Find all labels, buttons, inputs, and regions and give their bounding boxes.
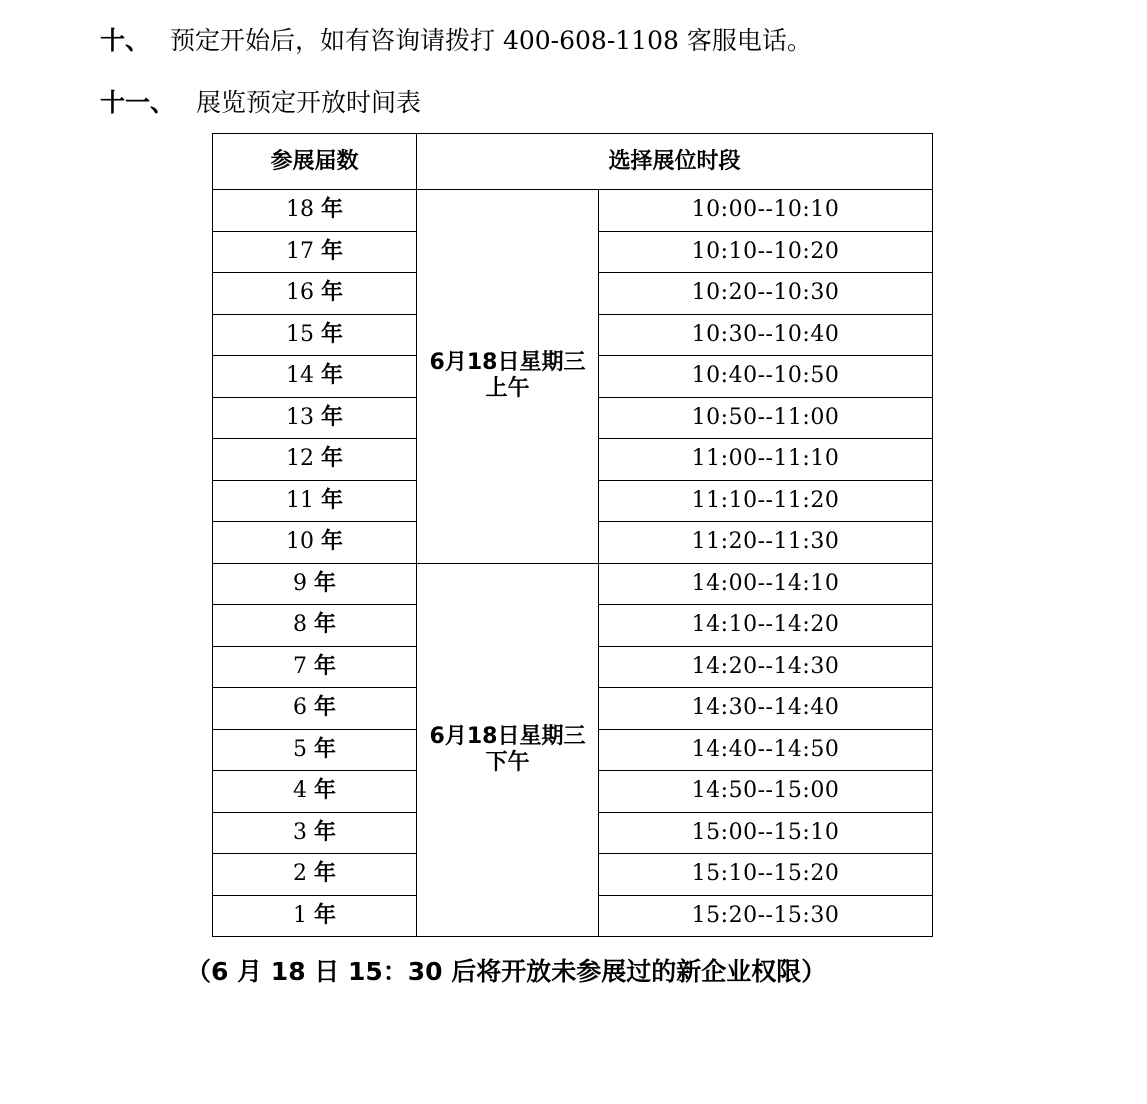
edition-year-suffix: 年 — [313, 612, 336, 638]
edition-number: 13 — [285, 404, 314, 430]
session-period: 上午 — [485, 376, 530, 402]
time-slot-cell: 15:20--15:30 — [599, 895, 933, 937]
edition-year-suffix: 年 — [313, 819, 336, 845]
edition-number: 18 — [285, 197, 314, 223]
section-ten-text: 预定开始后，如有咨询请拨打 400-608-1108 客服电话。 — [170, 26, 812, 55]
edition-cell — [213, 314, 417, 356]
edition-number: 15 — [285, 321, 314, 347]
edition-number: 5 — [292, 736, 307, 762]
time-slot-cell: 11:10--11:20 — [599, 480, 933, 522]
time-slot-cell: 14:40--14:50 — [599, 729, 933, 771]
edition-number: 11 — [285, 487, 314, 513]
edition-cell — [213, 771, 417, 813]
edition-year-suffix: 年 — [320, 446, 343, 472]
edition-year-suffix: 年 — [320, 529, 343, 555]
edition-cell — [213, 688, 417, 730]
section-eleven-text: 展览预定开放时间表 — [196, 88, 422, 117]
time-slot-cell: 10:40--10:50 — [599, 356, 933, 398]
header-slot: 选择展位时段 — [417, 134, 933, 190]
edition-year-suffix: 年 — [320, 280, 343, 306]
header-edition: 参展届数 — [213, 134, 417, 190]
time-slot-cell: 14:50--15:00 — [599, 771, 933, 813]
edition-cell — [213, 605, 417, 647]
edition-year-suffix: 年 — [320, 487, 343, 513]
edition-cell — [213, 480, 417, 522]
section-eleven — [100, 86, 421, 120]
edition-cell — [213, 812, 417, 854]
edition-year-suffix: 年 — [313, 778, 336, 804]
time-slot-cell: 15:10--15:20 — [599, 854, 933, 896]
edition-cell — [213, 273, 417, 315]
edition-year-suffix: 年 — [320, 197, 343, 223]
edition-number: 2 — [292, 861, 307, 887]
time-slot-cell: 11:20--11:30 — [599, 522, 933, 564]
edition-number: 12 — [285, 446, 314, 472]
time-slot-cell: 10:30--10:40 — [599, 314, 933, 356]
time-slot-cell: 14:00--14:10 — [599, 563, 933, 605]
edition-year-suffix: 年 — [313, 570, 336, 596]
time-slot-cell: 15:00--15:10 — [599, 812, 933, 854]
edition-number: 10 — [285, 529, 314, 555]
edition-year-suffix: 年 — [313, 736, 336, 762]
edition-cell — [213, 854, 417, 896]
edition-cell — [213, 522, 417, 564]
edition-number: 8 — [292, 612, 307, 638]
session-date: 6月18日星期三 — [429, 350, 586, 376]
booking-schedule-table — [212, 133, 933, 937]
time-slot-cell: 11:00--11:10 — [599, 439, 933, 481]
time-slot-cell: 14:10--14:20 — [599, 605, 933, 647]
edition-cell — [213, 895, 417, 937]
edition-cell — [213, 729, 417, 771]
edition-cell — [213, 563, 417, 605]
edition-cell — [213, 356, 417, 398]
edition-number: 6 — [292, 695, 307, 721]
table-row — [213, 190, 933, 232]
table-header-row — [213, 134, 933, 190]
edition-number: 4 — [292, 778, 307, 804]
time-slot-cell: 10:00--10:10 — [599, 190, 933, 232]
footnote: （6 月 18 日 15：30 后将开放未参展过的新企业权限） — [186, 957, 827, 986]
edition-cell — [213, 646, 417, 688]
edition-year-suffix: 年 — [313, 695, 336, 721]
edition-number: 9 — [292, 570, 307, 596]
edition-cell — [213, 439, 417, 481]
edition-number: 14 — [285, 363, 314, 389]
edition-number: 7 — [292, 653, 307, 679]
edition-number: 3 — [292, 819, 307, 845]
edition-cell — [213, 397, 417, 439]
edition-year-suffix: 年 — [313, 902, 336, 928]
edition-cell — [213, 231, 417, 273]
session-cell-morning — [417, 190, 599, 564]
edition-number: 17 — [285, 238, 314, 264]
section-eleven-number: 十一、 — [100, 88, 176, 117]
time-slot-cell: 14:30--14:40 — [599, 688, 933, 730]
table-body — [213, 190, 933, 937]
edition-year-suffix: 年 — [320, 238, 343, 264]
time-slot-cell: 10:50--11:00 — [599, 397, 933, 439]
edition-year-suffix: 年 — [313, 861, 336, 887]
edition-number: 1 — [292, 902, 307, 928]
time-slot-cell: 14:20--14:30 — [599, 646, 933, 688]
time-slot-cell: 10:10--10:20 — [599, 231, 933, 273]
session-period: 下午 — [485, 749, 530, 775]
section-ten-number: 十、 — [100, 26, 151, 55]
edition-year-suffix: 年 — [320, 321, 343, 347]
session-cell-afternoon — [417, 563, 599, 937]
edition-year-suffix: 年 — [320, 363, 343, 389]
edition-year-suffix: 年 — [313, 653, 336, 679]
table-row — [213, 563, 933, 605]
edition-number: 16 — [285, 280, 314, 306]
session-date: 6月18日星期三 — [429, 723, 586, 749]
section-ten — [100, 24, 812, 58]
edition-year-suffix: 年 — [320, 404, 343, 430]
time-slot-cell: 10:20--10:30 — [599, 273, 933, 315]
edition-cell — [213, 190, 417, 232]
